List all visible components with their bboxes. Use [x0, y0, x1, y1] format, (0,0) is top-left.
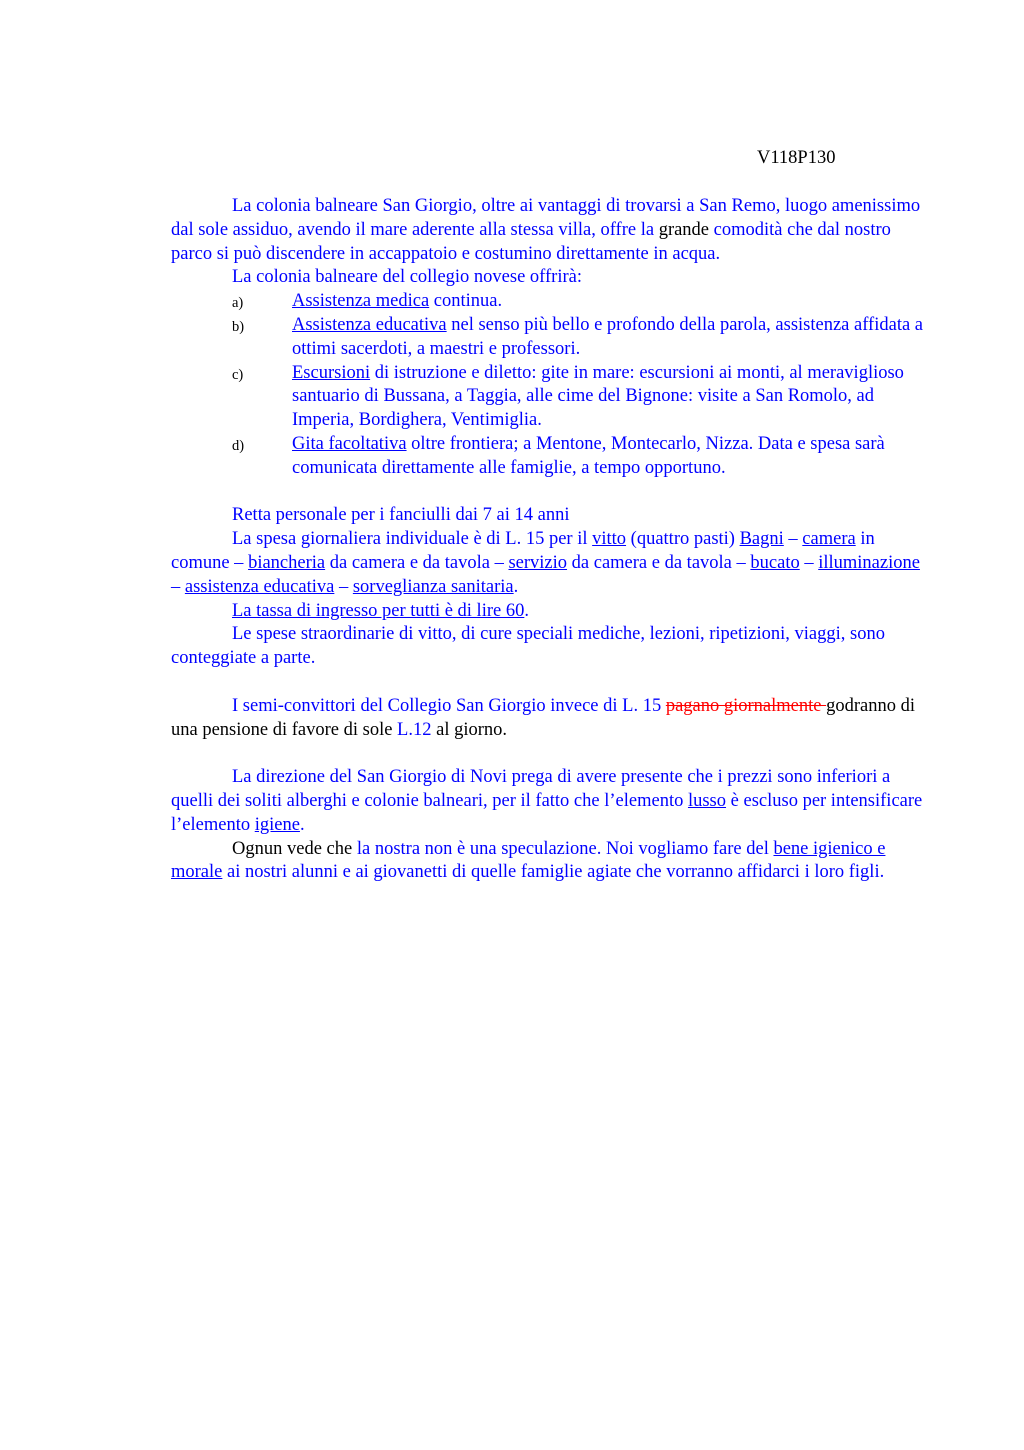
list-marker: b): [232, 318, 245, 335]
list-item: [171, 362, 923, 433]
deleted-text: pagano giornalmente: [665, 695, 827, 716]
entry-fee-text: La tassa di ingresso per tutti è di lire 60: [232, 600, 525, 621]
list-item-title: Escursioni: [292, 362, 371, 383]
list-item-text: di istruzione e diletto: gite in mare: escursioni ai monti, al meraviglioso santuario di Bussana, a Taggia, alle cime del Bignone: visite a San Romolo, ad Imperia, Bordighera, Ventimiglia.: [292, 362, 904, 431]
cost-item: illuminazione: [818, 552, 920, 573]
cost-text: –: [799, 552, 819, 573]
spacer: [171, 481, 923, 505]
cost-item: bucato: [750, 552, 800, 573]
cost-text: da camera e da tavola –: [325, 552, 509, 573]
list-item: [171, 433, 923, 481]
direction-text: .: [299, 814, 305, 835]
list-marker: c): [232, 366, 244, 383]
paragraph-offer-heading: La colonia balneare del collegio novese offrirà:: [232, 267, 582, 288]
entry-fee-end: .: [524, 600, 529, 621]
list-marker: a): [232, 295, 244, 312]
paragraph-entry-fee: [171, 600, 923, 624]
semi-boarders-text: I semi-convittori del Collegio San Giorgio invece di L. 15: [232, 695, 666, 716]
intro-text: La colonia balneare San Giorgio, oltre ai vantaggi di trovarsi a San Remo, luogo amenissimo dal sole assiduo, avendo il mare aderente alla stessa villa, offre la: [171, 196, 921, 240]
paragraph-extra-costs: Le spese straordinarie di vitto, di cure speciali mediche, lezioni, ripetizioni, viaggi, sono conteggiate a parte.: [171, 624, 885, 669]
intro-text-end: comodità che dal nostro parco si può discendere in accappatoio e costumino direttamente in acqua.: [171, 219, 891, 264]
document-id: V118P130: [757, 148, 836, 168]
semi-boarders-black-text: godranno di una pensione di favore di sole: [171, 695, 915, 740]
conclusion-black-text: Ognun vede che: [232, 838, 357, 859]
list-item-text: oltre frontiera; a Mentone, Montecarlo, Nizza. Data e spesa sarà comunicata direttamente alle famiglie, a tempo opportuno.: [292, 433, 885, 478]
list-item-text: continua.: [429, 291, 503, 312]
cost-text: da camera e da tavola –: [567, 552, 751, 573]
cost-item: assistenza educativa: [184, 576, 335, 597]
paragraph-semi-boarders: [171, 695, 923, 743]
cost-text: –: [783, 529, 803, 550]
list-item-text: nel senso più bello e profondo della parola, assistenza affidata a ottimi sacerdoti, a maestri e professori.: [292, 314, 924, 359]
cost-item: vitto: [592, 529, 627, 550]
list-item-title: Assistenza educativa: [292, 314, 447, 335]
list-item: [171, 314, 923, 362]
direction-text: La direzione del San Giorgio di Novi prega di avere presente che i prezzi sono inferiori a quelli dei soliti alberghi e colonie balneari, per il fatto che l’elemento: [171, 767, 891, 811]
offer-list: [171, 290, 923, 480]
cost-text: in comune –: [171, 529, 875, 573]
paragraph-fee-heading: Retta personale per i fanciulli dai 7 ai 14 anni: [232, 505, 570, 526]
paragraph-conclusion: [171, 838, 923, 886]
direction-text: è escluso per intensificare l’elemento: [171, 790, 923, 835]
semi-boarders-black-end: al giorno.: [431, 719, 508, 740]
list-item-title: Assistenza medica: [292, 291, 430, 312]
cost-text: –: [334, 576, 353, 597]
cost-text: –: [171, 576, 185, 597]
conclusion-text: ai nostri alunni e ai giovanetti di quelle famiglie agiate che vorranno affidarci i loro figli.: [222, 862, 885, 883]
direction-keyword: igiene: [254, 814, 300, 835]
cost-text: .: [513, 576, 519, 597]
spacer: [171, 742, 923, 766]
intro-black-word: grande: [658, 219, 710, 240]
list-item-title: Gita facoltativa: [292, 433, 407, 454]
cost-item: Bagni: [739, 529, 784, 550]
semi-boarders-price: L.12: [397, 719, 432, 740]
cost-item: camera: [802, 529, 856, 550]
list-item: [171, 290, 923, 314]
conclusion-keyword: bene igienico e morale: [171, 838, 886, 883]
list-marker: d): [232, 437, 245, 454]
paragraph-daily-cost: [171, 528, 923, 599]
paragraph-direction: [171, 766, 923, 837]
paragraph-intro: [171, 195, 923, 266]
cost-item: sorveglianza sanitaria: [352, 576, 514, 597]
spacer: [171, 671, 923, 695]
cost-text: La spesa giornaliera individuale è di L. 15 per il: [232, 529, 593, 550]
document-body: [171, 195, 923, 885]
cost-item: biancheria: [248, 552, 326, 573]
conclusion-text: la nostra non è una speculazione. Noi vogliamo fare del: [356, 838, 774, 859]
direction-keyword: lusso: [687, 790, 727, 811]
cost-item: servizio: [508, 552, 568, 573]
cost-text: (quattro pasti): [626, 529, 740, 550]
